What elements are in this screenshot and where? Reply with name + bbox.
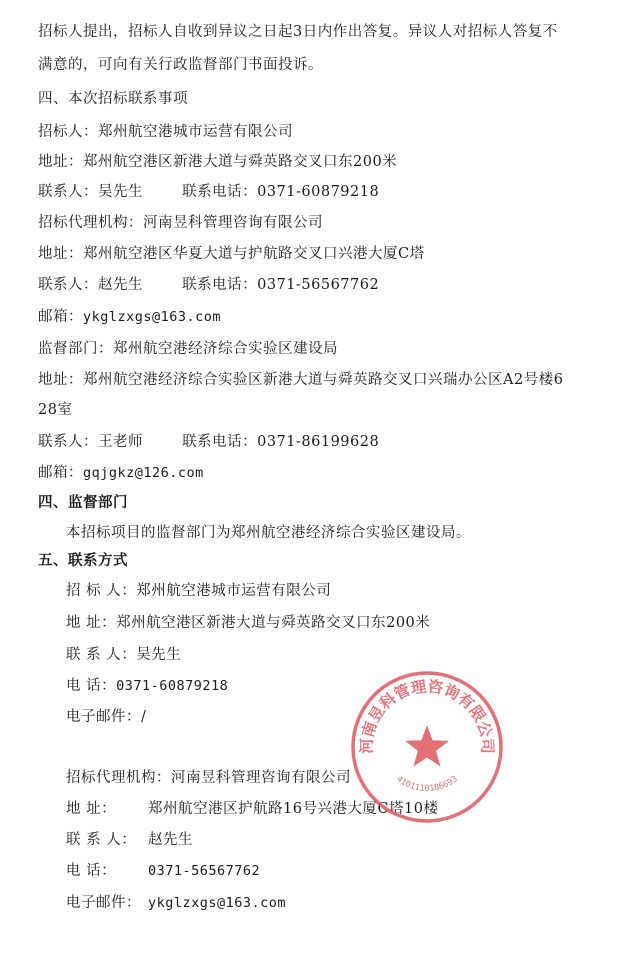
field-label: 联 系 人： <box>66 647 137 663</box>
star-icon <box>405 725 449 767</box>
field-value: / <box>141 709 147 725</box>
tenderer-line: 招标人：郑州航空港城市运营有限公司 <box>38 124 293 140</box>
supervisor-address-cont: 28室 <box>38 402 73 418</box>
supervisor-email <box>38 461 204 482</box>
contact-row-tenderer <box>66 579 331 600</box>
field-label: 电子邮件： <box>66 709 141 725</box>
section-heading: 四、监督部门 <box>38 495 128 511</box>
contact-person: 联系人：王老师 <box>38 434 143 450</box>
field-value: 郑州航空港城市运营有限公司 <box>136 583 332 599</box>
tenderer-contact <box>38 180 379 201</box>
contact-row-email <box>66 705 146 726</box>
email-label: 邮箱： <box>38 465 83 481</box>
paragraph-line: 招标人提出，招标人自收到异议之日起3日内作出答复。异议人对招标人答复不 <box>38 24 558 40</box>
supervisor-contact <box>38 430 379 451</box>
field-value: 吴先生 <box>136 647 182 663</box>
contact-row-address <box>66 611 430 632</box>
contact-row-agency-phone <box>66 859 260 880</box>
email-value: gqjgkz@126.com <box>83 465 204 481</box>
agency-address: 地址：郑州航空港区华夏大道与护航路交叉口兴港大厦C塔 <box>38 246 425 262</box>
field-value: 河南昱科管理咨询有限公司 <box>171 770 351 786</box>
contact-person: 联系人：赵先生 <box>38 277 143 293</box>
contact-row-person <box>66 643 181 664</box>
agency-line: 招标代理机构：河南昱科管理咨询有限公司 <box>38 215 323 231</box>
company-seal-stamp <box>348 668 506 826</box>
field-label: 地 址： <box>66 615 117 631</box>
field-value: 郑州航空港区护航路16号兴港大厦C塔10楼 <box>148 801 439 817</box>
contact-person: 联系人：吴先生 <box>38 184 143 200</box>
contact-row-agency-email <box>66 891 286 912</box>
supervision-body: 本招标项目的监督部门为郑州航空港经济综合实验区建设局。 <box>66 525 471 541</box>
field-label: 电子邮件： <box>66 895 141 911</box>
svg-text:4101110186693 <box>394 774 459 794</box>
section-heading: 四、本次招标联系事项 <box>38 91 188 107</box>
field-label: 电 话： <box>66 678 117 694</box>
field-label: 地 址： <box>66 801 117 817</box>
email-label: 邮箱： <box>38 309 83 325</box>
field-value: 赵先生 <box>148 832 193 848</box>
field-value: ykglzxgs@163.com <box>148 895 287 911</box>
section-heading: 五、联系方式 <box>38 553 128 569</box>
field-value: 郑州航空港区新港大道与舜英路交叉口东200米 <box>116 615 431 631</box>
paragraph-line: 满意的，可向有关行政监督部门书面投诉。 <box>38 57 323 73</box>
field-label: 招 标 人： <box>66 583 137 599</box>
field-label: 电 话： <box>66 863 117 879</box>
supervisor-line: 监督部门：郑州航空港经济综合实验区建设局 <box>38 341 338 357</box>
field-value: 0371-60879218 <box>116 678 229 694</box>
contact-phone: 联系电话：0371-56567762 <box>182 277 380 293</box>
seal-number: 4101110186693 <box>394 774 460 795</box>
contact-phone: 联系电话：0371-60879218 <box>182 184 380 200</box>
tenderer-address: 地址：郑州航空港区新港大道与舜英路交叉口东200米 <box>38 154 398 170</box>
agency-contact <box>38 273 379 294</box>
contact-row-agency-person <box>66 828 193 849</box>
field-label: 联 系 人： <box>66 832 137 848</box>
contact-phone: 联系电话：0371-86199628 <box>182 434 380 450</box>
field-label: 招标代理机构： <box>66 770 171 786</box>
contact-row-agency <box>66 766 351 787</box>
agency-email <box>38 305 221 326</box>
field-value: 0371-56567762 <box>148 863 261 879</box>
supervisor-address: 地址：郑州航空港经济综合实验区新港大道与舜英路交叉口兴瑞办公区A2号楼6 <box>38 372 564 388</box>
email-value: ykglzxgs@163.com <box>83 309 222 325</box>
seal-company-text: 河南昱科管理咨询有限公司 <box>356 676 498 754</box>
contact-row-phone <box>66 674 228 695</box>
